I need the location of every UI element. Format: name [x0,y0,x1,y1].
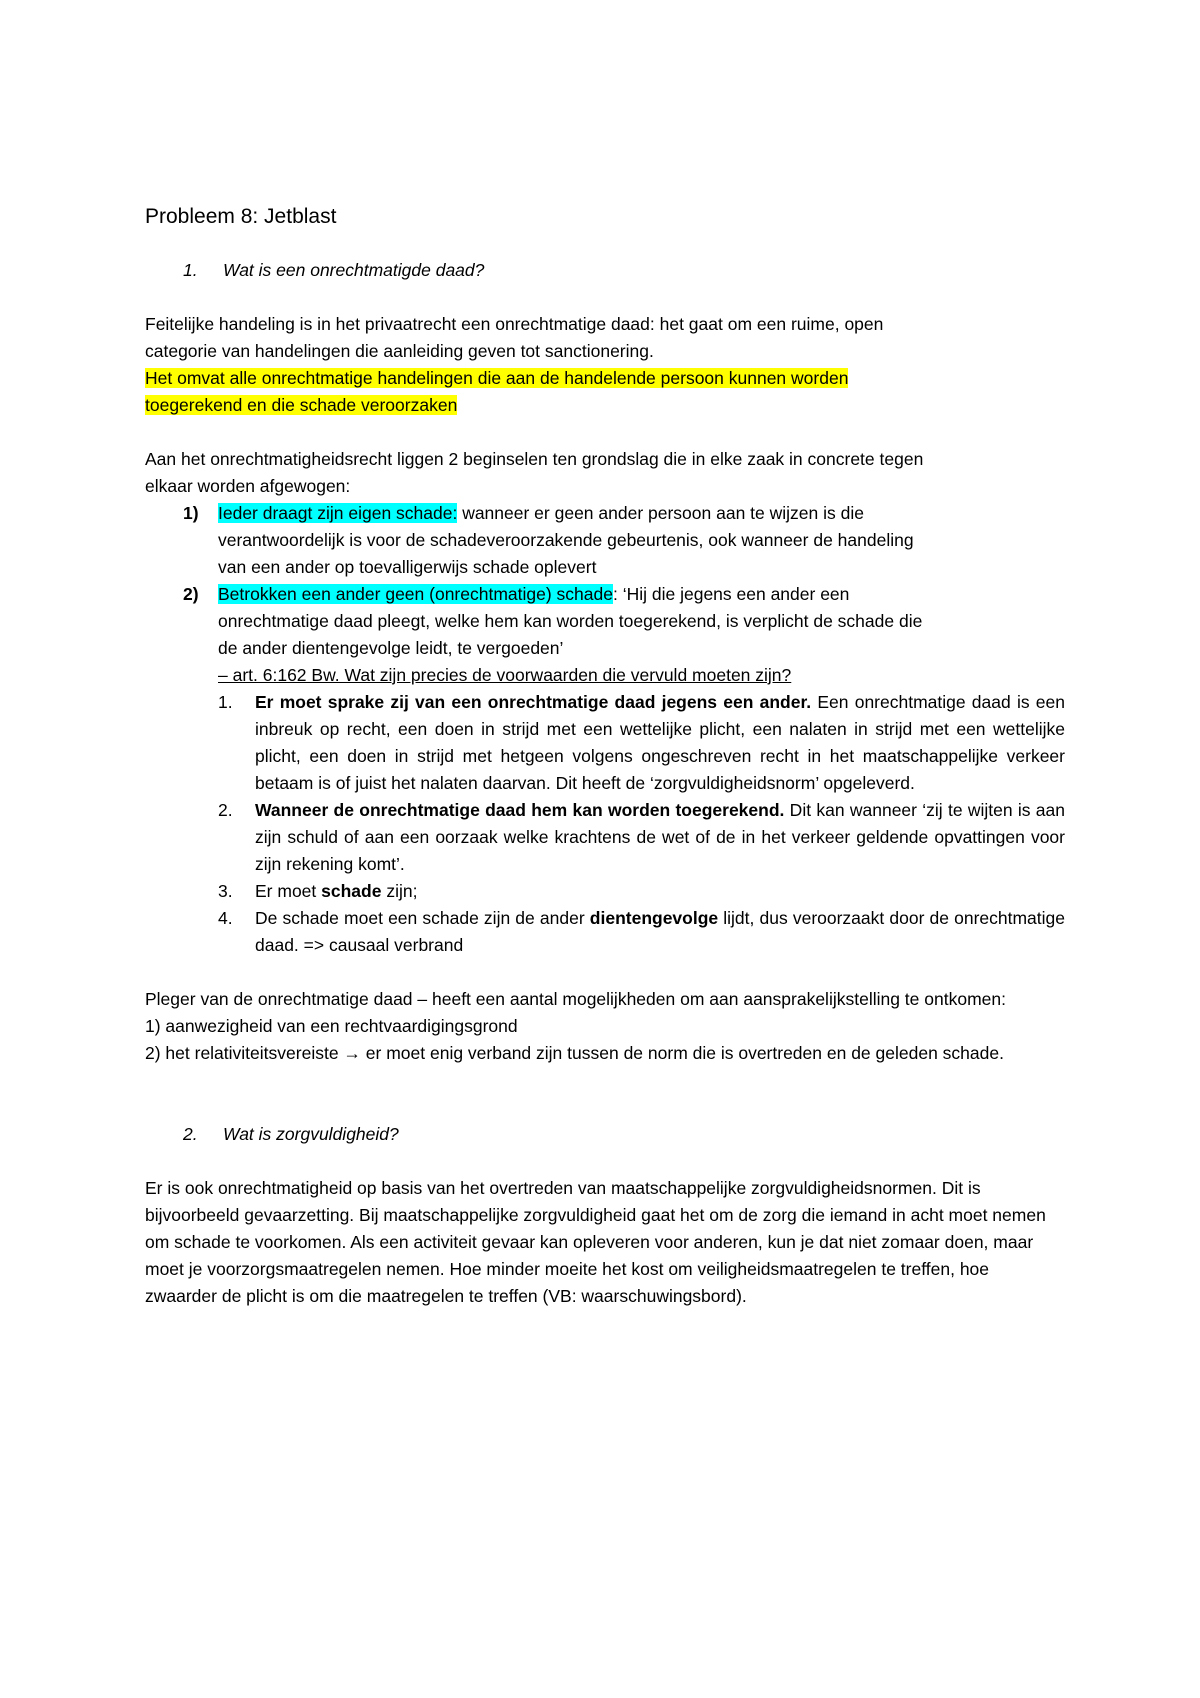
list-marker: 4. [218,908,233,928]
paragraph-pleger [145,986,1065,1067]
question-heading-2 [145,1121,1065,1148]
paragraph-zorgvuldigheid: Er is ook onrechtmatigheid op basis van het overtreden van maatschappelijke zorgvuldigheidsnormen. Dit is bijvoorbeeld gevaarzetting. Bij maatschappelijke zorgvuldigheid gaat het om de zorg die iemand in acht moet nemen om schade te voorkomen. Als een activiteit gevaar kan opleveren voor anderen, kun je dat niet zomaar doen, maar moet je voorzorgsmaatregelen nemen. Hoe minder moeite het kost om veiligheidsmaatregelen te treffen, hoe zwaarder de plicht is om die maatregelen te treffen (VB: waarschuwingsbord). [145,1178,1046,1306]
text: De schade moet een schade zijn de ander [255,908,590,928]
text: 2) het relativiteitsvereiste [145,1043,344,1063]
text-line: 1) aanwezigheid van een rechtvaardigingsgrond [145,1016,518,1036]
list-item-condition-4 [145,905,1065,959]
text: Er moet [255,881,322,901]
list-item-condition-2 [145,797,1065,878]
article-reference: – art. 6:162 Bw. Wat zijn precies de voorwaarden die vervuld moeten zijn? [218,665,792,685]
paragraph-beginselen [145,446,1065,500]
list-item-condition-3 [145,878,1065,905]
question-heading-1 [145,257,1065,284]
document-body [145,202,1065,1310]
list-item-principle-2 [145,581,1065,689]
text: Een onrechtmatige daad is een inbreuk op recht, een doen in strijd met een wettelijke plicht, een nalaten in strijd met een wettelijke plicht, een doen in strijd met hetgeen volgens ongeschreven recht in het maatschappelijke verkeer betaam is of juist het nalaten daarvan. Dit heeft de ‘zorgvuldigheidsnorm’ opgeleverd. [255,692,1065,793]
question-number: 1. [183,260,198,280]
text-line: : ‘Hij die jegens een ander een [612,584,850,604]
list-marker: 2. [218,800,233,820]
text-line: Aan het onrechtmatigheidsrecht liggen 2 beginselen ten grondslag die in elke zaak in concrete tegen [145,449,924,469]
arrow-right-icon: → [343,1043,361,1063]
text: Pleger van de onrechtmatige daad – heeft een aantal mogelijkheden om aan aansprakelijkstelling te ontkomen: [145,989,1006,1009]
bold-text: Wanneer de onrechtmatige daad hem kan worden toegerekend. [255,800,785,820]
text-line: categorie van handelingen die aanleiding geven tot sanctionering. [145,341,654,361]
text: lijdt, dus veroorzaakt door de onrechtmatige daad. => causaal verbrand [255,908,1066,955]
bold-text: Er moet sprake zij van een onrechtmatige daad jegens een ander. [255,692,812,712]
text-line: onrechtmatige daad pleegt, welke hem kan worden toegerekend, is verplicht de schade die [218,611,923,631]
document-title: Probleem 8: Jetblast [145,205,337,228]
text-line: Feitelijke handeling is in het privaatrecht een onrechtmatige daad: het gaat om een ruime, open [145,314,884,334]
highlighted-text: Betrokken een ander geen (onrechtmatige) schade [218,584,613,604]
text: Dit kan wanneer ‘zij te wijten is aan zijn schuld of aan een oorzaak welke krachtens de wet of de in het verkeer geldende opvattingen voor zijn rekening komt’. [255,800,1065,874]
highlighted-text: Ieder draagt zijn eigen schade: [218,503,458,523]
list-marker: 3. [218,881,233,901]
paragraph-feitelijke-handeling [145,311,1065,419]
list-item-principle-1 [145,500,1065,581]
list-item-condition-1 [145,689,1065,797]
text-line: wanneer er geen ander persoon aan te wijzen is die [457,503,864,523]
text-line: de ander dientengevolge leidt, te vergoeden’ [218,638,564,658]
question-number: 2. [183,1124,198,1144]
list-marker: 1. [218,692,233,712]
highlighted-text: toegerekend en die schade veroorzaken [145,395,458,415]
highlighted-text: Het omvat alle onrechtmatige handelingen die aan de handelende persoon kunnen worden [145,368,849,388]
bold-text: dientengevolge [589,908,719,928]
text-line: elkaar worden afgewogen: [145,476,351,496]
list-marker: 2) [183,584,199,604]
list-marker: 1) [183,503,199,523]
text: zijn; [381,881,418,901]
bold-text: schade [321,881,382,901]
text: er moet enig verband zijn tussen de norm die is overtreden en de geleden schade. [360,1043,1004,1063]
text-line: van een ander op toevalligerwijs schade oplevert [218,557,597,577]
question-text: Wat is zorgvuldigheid? [223,1124,399,1144]
question-text: Wat is een onrechtmatigde daad? [223,260,485,280]
text-line: verantwoordelijk is voor de schadeveroorzakende gebeurtenis, ook wanneer de handeling [218,530,914,550]
